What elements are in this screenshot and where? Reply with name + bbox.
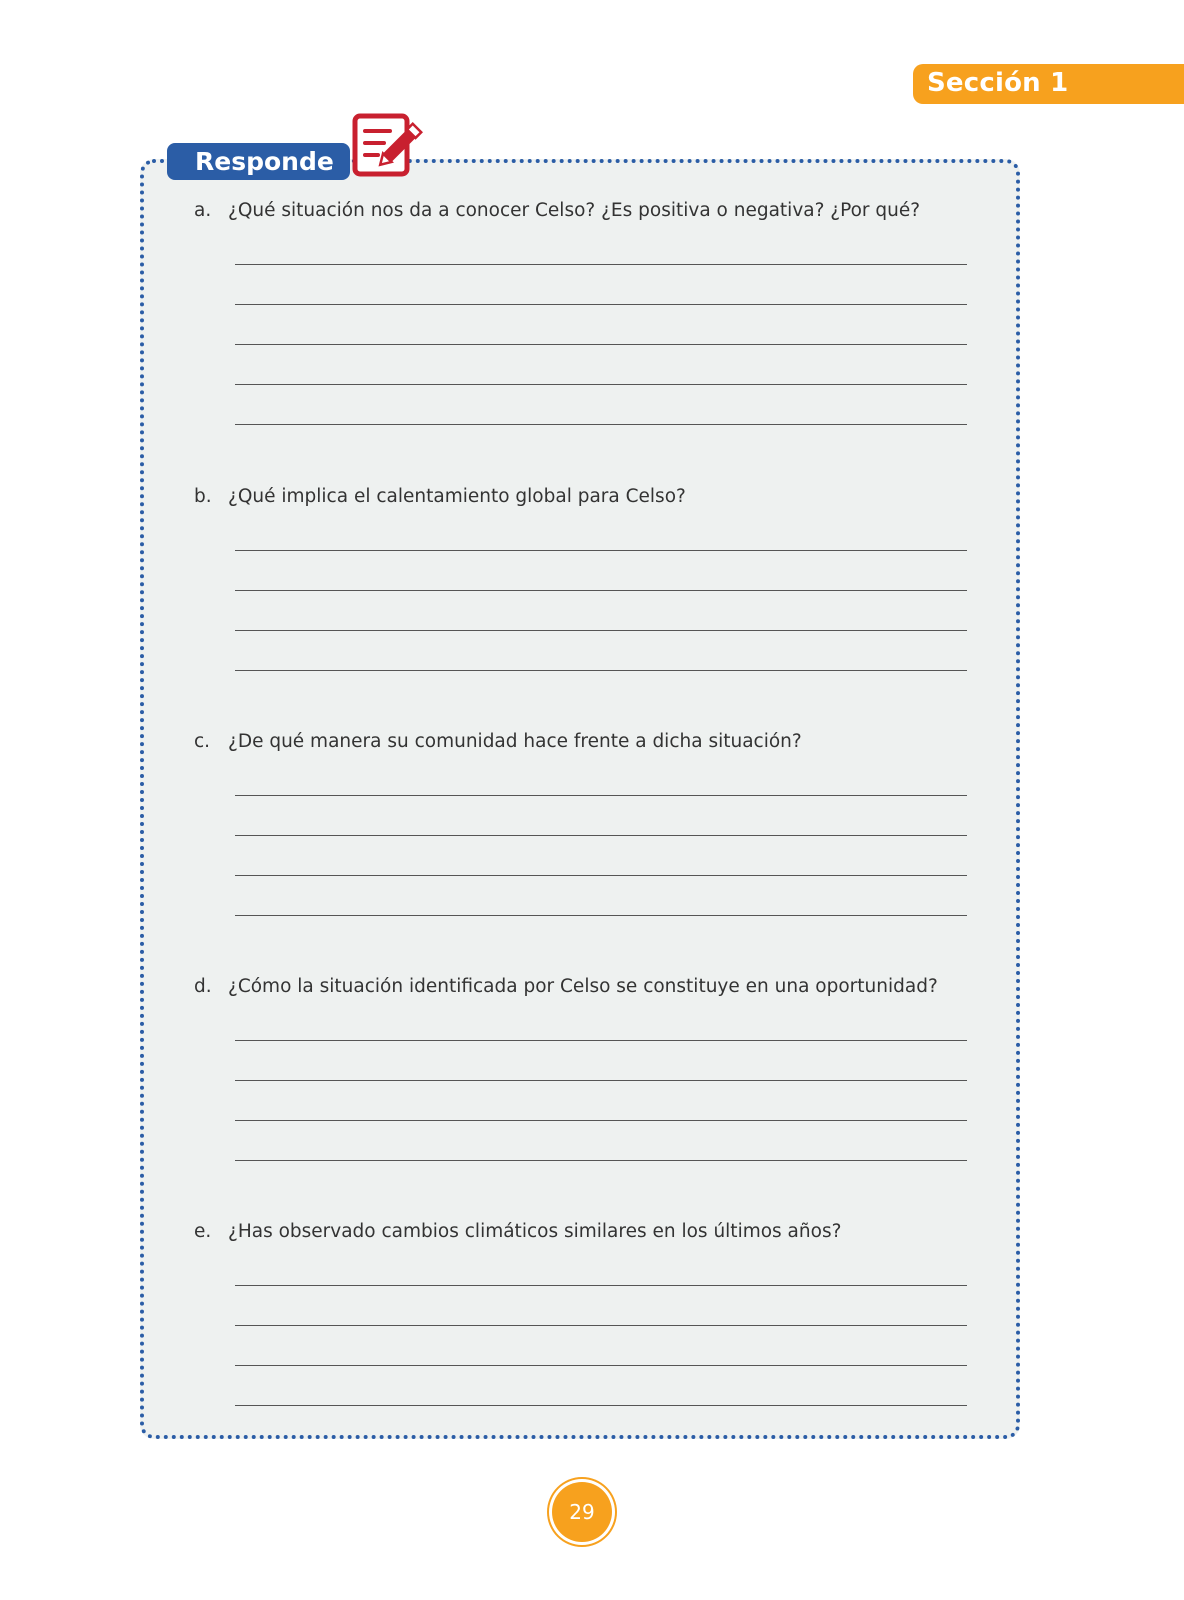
answer-line[interactable] [235, 835, 967, 836]
question-text: ¿Qué situación nos da a conocer Celso? ¿Es positiva o negativa? ¿Por qué? [228, 200, 921, 221]
answer-line[interactable] [235, 1325, 967, 1326]
question-text: ¿Cómo la situación identificada por Celso se constituye en una oportunidad? [228, 976, 938, 997]
answer-line[interactable] [235, 550, 967, 551]
answer-line[interactable] [235, 915, 967, 916]
activity-frame [140, 159, 1020, 1439]
question-letter: e. [194, 1221, 212, 1242]
answer-line[interactable] [235, 264, 967, 265]
answer-line[interactable] [235, 1040, 967, 1041]
question-letter: b. [194, 486, 212, 507]
question-d [194, 976, 938, 997]
answer-line[interactable] [235, 1365, 967, 1366]
answer-line[interactable] [235, 795, 967, 796]
page-number: 29 [552, 1482, 612, 1542]
pencil-edit-icon [352, 113, 428, 179]
answer-line[interactable] [235, 1160, 967, 1161]
section-tab [913, 64, 1184, 104]
answer-line[interactable] [235, 344, 967, 345]
question-text: ¿Has observado cambios climáticos similares en los últimos años? [228, 1221, 842, 1242]
answer-line[interactable] [235, 304, 967, 305]
question-letter: c. [194, 731, 211, 752]
question-letter: a. [194, 200, 212, 221]
answer-line[interactable] [235, 1120, 967, 1121]
question-letter: d. [194, 976, 212, 997]
section-label: Sección 1 [927, 68, 1069, 98]
question-text: ¿De qué manera su comunidad hace frente a dicha situación? [228, 731, 802, 752]
answer-line[interactable] [235, 670, 967, 671]
answer-line[interactable] [235, 1405, 967, 1406]
question-c [194, 731, 802, 752]
answer-line[interactable] [235, 630, 967, 631]
answer-line[interactable] [235, 384, 967, 385]
question-a [194, 200, 920, 221]
question-e [194, 1221, 841, 1242]
answer-line[interactable] [235, 590, 967, 591]
answer-line[interactable] [235, 1080, 967, 1081]
answer-line[interactable] [235, 875, 967, 876]
activity-label: Responde [167, 143, 350, 180]
answer-line[interactable] [235, 424, 967, 425]
answer-line[interactable] [235, 1285, 967, 1286]
question-b [194, 486, 686, 507]
question-text: ¿Qué implica el calentamiento global para Celso? [228, 486, 686, 507]
